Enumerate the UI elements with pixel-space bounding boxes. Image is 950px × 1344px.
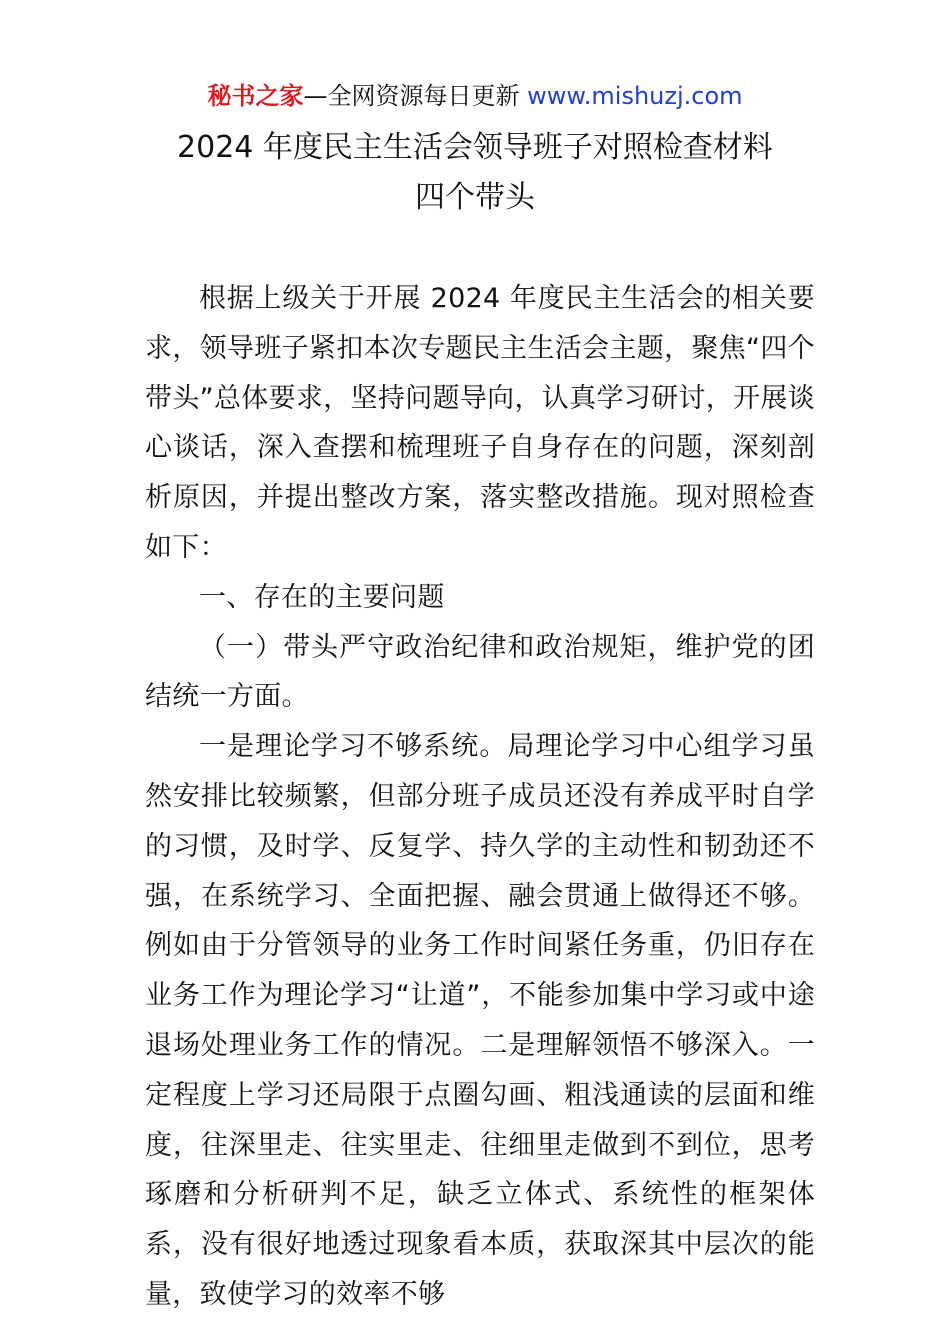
banner-tagline: —全网资源每日更新 bbox=[303, 82, 528, 110]
subsection-heading: （一）带头严守政治纪律和政治规矩，维护党的团结统一方面。 bbox=[145, 631, 815, 713]
document-title: 2024 年度民主生活会领导班子对照检查材料 bbox=[177, 130, 773, 165]
site-banner bbox=[0, 80, 950, 112]
brand-name: 秘书之家 bbox=[207, 82, 304, 110]
site-url-link[interactable]: www.mishuzj.com bbox=[527, 82, 743, 110]
intro-paragraph: 根据上级关于开展 2024 年度民主生活会的相关要求，领导班子紧扣本次专题民主生活会主题，聚焦“四个带头”总体要求，坚持问题导向，认真学习研讨，开展谈心谈话，深入查摆和梳理班子自身存在的问题，深刻剖析原因，并提出整改方案，落实整改措施。现对照检查如下： bbox=[145, 283, 815, 563]
document-body bbox=[145, 274, 815, 1320]
body-paragraph: 一是理论学习不够系统。局理论学习中心组学习虽然安排比较频繁，但部分班子成员还没有养成平时自学的习惯，及时学、反复学、持久学的主动性和韧劲还不强，在系统学习、全面把握、融会贯通上做得还不够。例如由于分管领导的业务工作时间紧任务重，仍旧存在业务工作为理论学习“让道”，不能参加集中学习或中途退场处理业务工作的情况。二是理解领悟不够深入。一定程度上学习还局限于点圈勾画、粗浅通读的层面和维度，往深里走、往实里走、往细里走做到不到位，思考琢磨和分析研判不足，缺乏立体式、系统性的框架体系，没有很好地透过现象看本质，获取深其中层次的能量，致使学习的效率不够 bbox=[145, 731, 815, 1310]
document-subtitle: 四个带头 bbox=[415, 180, 535, 215]
section-heading: 一、存在的主要问题 bbox=[199, 581, 445, 613]
